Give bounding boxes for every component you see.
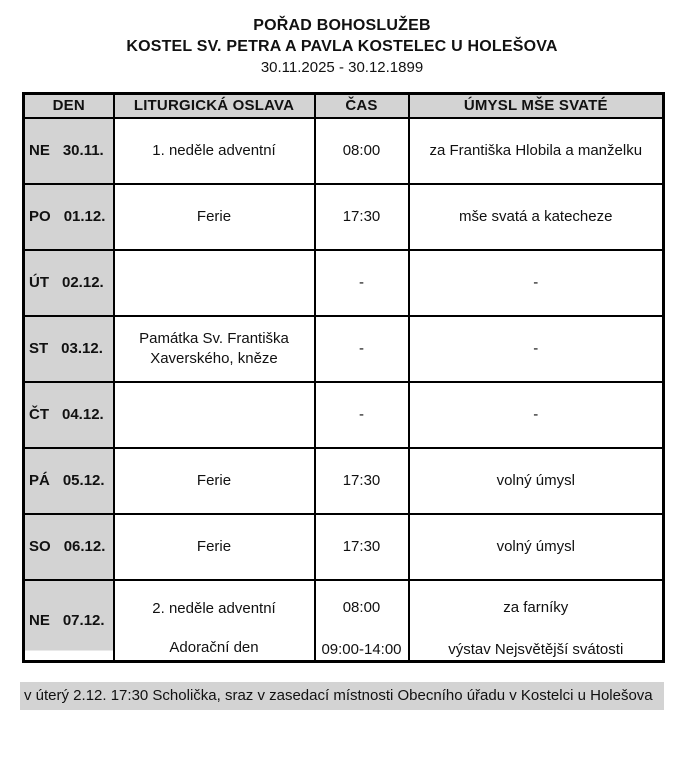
intention-cell: volný úmysl: [409, 448, 664, 514]
celebration-cell: [114, 250, 315, 316]
day-cell: [24, 514, 114, 580]
day-abbr: ÚT: [29, 274, 49, 291]
celebration-line: Adorační den: [169, 639, 259, 657]
day-date: 02.12.: [62, 274, 104, 291]
day-cell: [24, 448, 114, 514]
time-cell: -: [315, 316, 409, 382]
time-cell: [315, 580, 409, 662]
table-header: [24, 94, 664, 118]
intention-line: výstav Nejsvětější svátosti: [448, 641, 624, 659]
intention-cell: -: [409, 250, 664, 316]
day-abbr: NE: [29, 611, 50, 629]
table-row: [24, 382, 664, 448]
day-cell: [24, 118, 114, 184]
celebration-cell: Památka Sv. Františka Xaverského, kněze: [114, 316, 315, 382]
col-header-intention: ÚMYSL MŠE SVATÉ: [409, 94, 664, 118]
time-cell: -: [315, 250, 409, 316]
celebration-cell: 1. neděle adventní: [114, 118, 315, 184]
time-cell: 17:30: [315, 184, 409, 250]
table-row: [24, 184, 664, 250]
day-abbr: NE: [29, 142, 50, 159]
day-cell: [24, 316, 114, 382]
time-line: 09:00-14:00: [321, 641, 402, 659]
table-row: [24, 118, 664, 184]
time-cell: 17:30: [315, 448, 409, 514]
time-cell: -: [315, 382, 409, 448]
intention-cell: mše svatá a katecheze: [409, 184, 664, 250]
table-row: [24, 448, 664, 514]
table-row: [24, 514, 664, 580]
time-line: 08:00: [342, 599, 381, 617]
day-date: 04.12.: [62, 406, 104, 423]
day-cell: [24, 382, 114, 448]
day-date: 07.12.: [62, 611, 105, 629]
schedule-table: [22, 92, 665, 663]
table-row: [24, 316, 664, 382]
intention-cell: -: [409, 316, 664, 382]
col-header-time: ČAS: [315, 94, 409, 118]
intention-line: za farníky: [503, 599, 569, 617]
intention-cell: volný úmysl: [409, 514, 664, 580]
day-abbr: PÁ: [29, 472, 50, 489]
col-header-day: DEN: [24, 94, 114, 118]
day-date: 30.11.: [62, 142, 104, 159]
day-abbr: PO: [29, 208, 51, 225]
day-cell: [24, 250, 114, 316]
day-abbr: SO: [29, 538, 51, 555]
day-date: 01.12.: [63, 208, 106, 225]
day-date: 05.12.: [62, 472, 105, 489]
footer-note: v úterý 2.12. 17:30 Scholička, sraz v zasedací místnosti Obecního úřadu v Kostelci u Holešova: [20, 682, 664, 710]
celebration-cell: Ferie: [114, 448, 315, 514]
time-cell: 17:30: [315, 514, 409, 580]
celebration-cell: Ferie: [114, 514, 315, 580]
intention-cell: za Františka Hlobila a manželku: [409, 118, 664, 184]
intention-cell: -: [409, 382, 664, 448]
time-cell: 08:00: [315, 118, 409, 184]
church-name: KOSTEL SV. PETRA A PAVLA KOSTELEC U HOLEŠOVA: [126, 38, 558, 55]
celebration-line: 2. neděle adventní: [152, 600, 276, 618]
table-row: [24, 250, 664, 316]
title-block: [0, 0, 684, 78]
day-cell: [24, 580, 114, 662]
day-date: 03.12.: [61, 340, 103, 357]
date-range: 30.11.2025 - 30.12.1899: [260, 59, 424, 76]
page-title: POŘAD BOHOSLUŽEB: [253, 17, 431, 34]
table-row: [24, 580, 664, 662]
celebration-cell: Ferie: [114, 184, 315, 250]
celebration-cell: [114, 382, 315, 448]
intention-cell: [409, 580, 664, 662]
col-header-celebration: LITURGICKÁ OSLAVA: [114, 94, 315, 118]
day-date: 06.12.: [63, 538, 106, 555]
day-abbr: ČT: [29, 406, 49, 423]
day-cell: [24, 184, 114, 250]
celebration-cell: [114, 580, 315, 662]
day-abbr: ST: [29, 340, 49, 357]
